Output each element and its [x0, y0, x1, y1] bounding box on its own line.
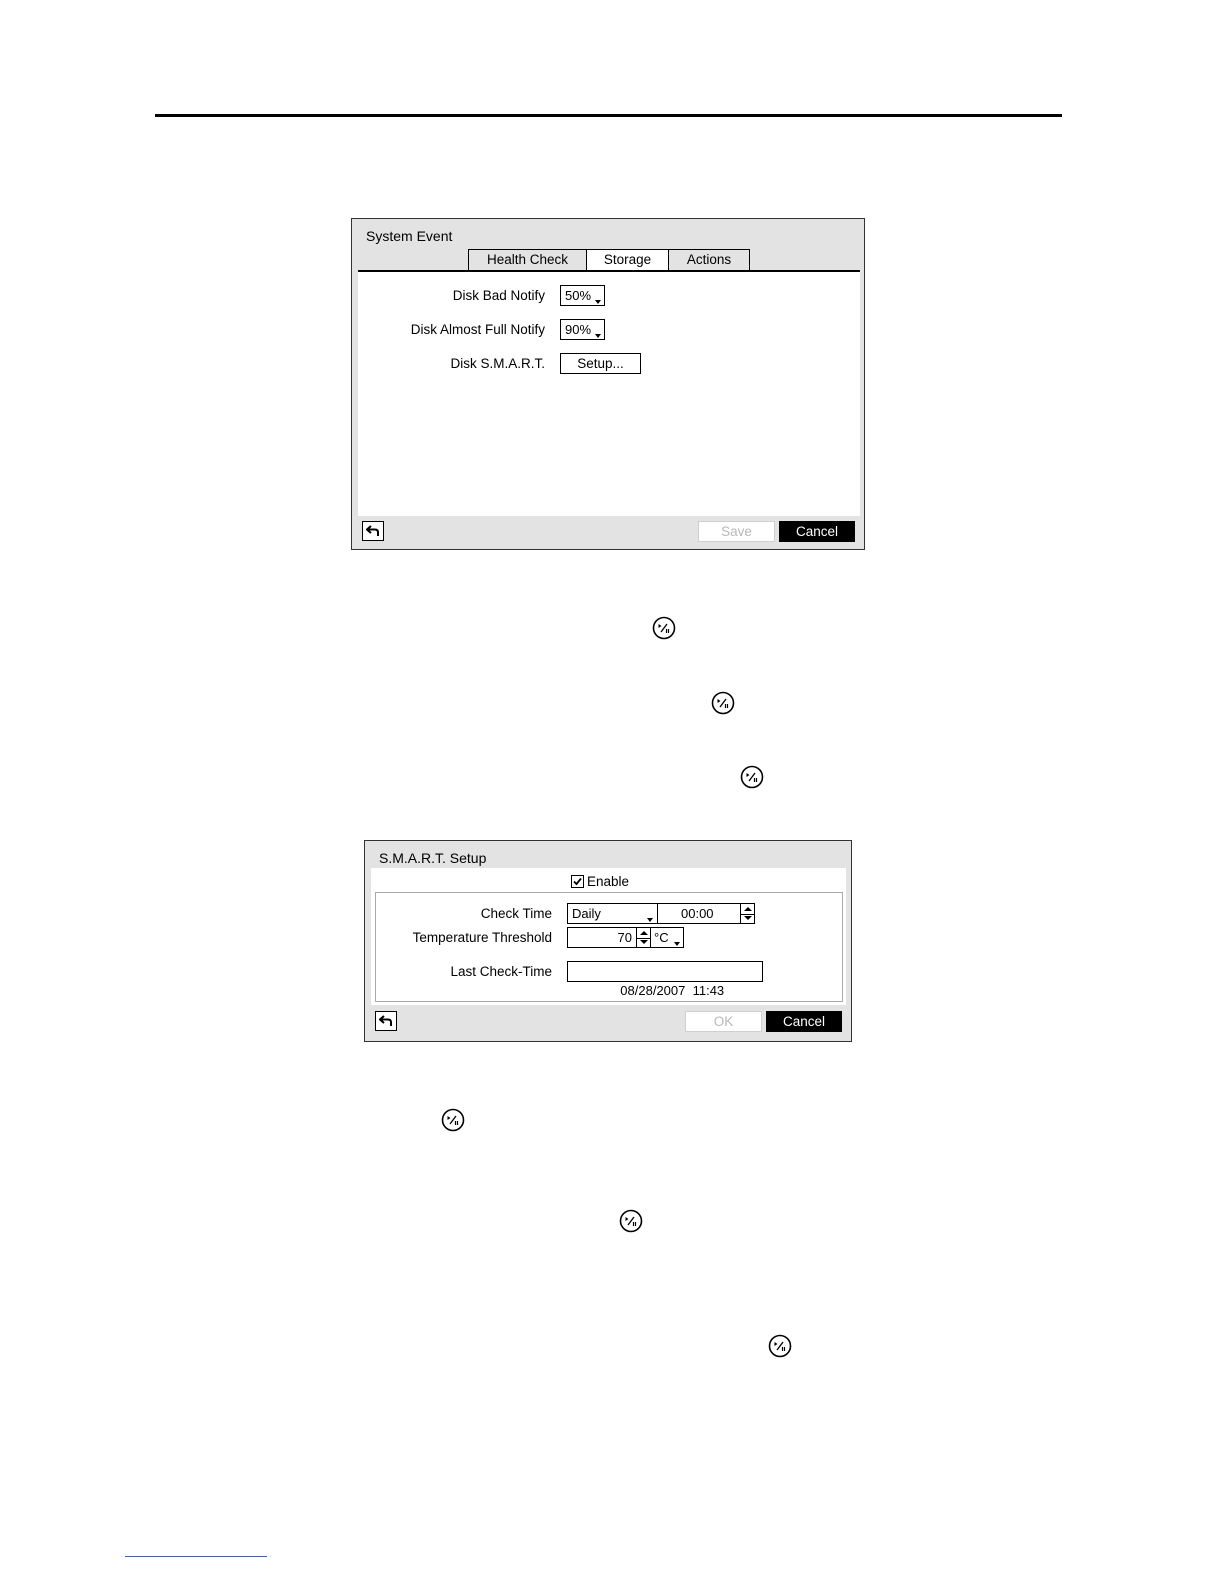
- tab-actions[interactable]: Actions: [668, 249, 750, 271]
- triangle-up-icon: [640, 931, 648, 935]
- footnote-rule: [125, 1556, 267, 1557]
- tab-storage[interactable]: Storage: [586, 249, 669, 272]
- temperature-unit-value: °C: [654, 930, 669, 945]
- enable-label: Enable: [587, 874, 630, 889]
- checkmark-icon: [572, 876, 583, 887]
- disk-smart-label: Disk S.M.A.R.T.: [450, 356, 545, 371]
- chevron-down-icon: [595, 334, 601, 338]
- back-button[interactable]: [375, 1011, 397, 1031]
- smart-setup-button[interactable]: Setup...: [560, 353, 641, 374]
- play-pause-button-icon: [740, 765, 764, 789]
- play-pause-button-icon: [711, 691, 735, 715]
- dialog-title: S.M.A.R.T. Setup: [379, 850, 487, 866]
- last-check-time-text: 08/28/2007 11:43: [620, 983, 725, 998]
- chevron-down-icon: [595, 300, 601, 304]
- return-arrow-icon: [379, 1014, 393, 1028]
- check-time-spinner[interactable]: [740, 904, 754, 923]
- chevron-down-icon: [674, 942, 680, 946]
- last-check-time-label: Last Check-Time: [450, 964, 552, 979]
- back-button[interactable]: [362, 521, 384, 541]
- storage-panel: [358, 272, 860, 516]
- enable-checkbox[interactable]: [571, 875, 584, 888]
- triangle-down-icon: [744, 916, 752, 920]
- spin-down-button[interactable]: [741, 914, 754, 924]
- play-pause-button-icon: [441, 1108, 465, 1132]
- last-check-time-value: [567, 961, 763, 998]
- cancel-button[interactable]: Cancel: [779, 521, 855, 542]
- disk-bad-notify-value: 50%: [565, 288, 592, 303]
- temperature-threshold-value: 70: [617, 930, 632, 945]
- disk-almost-full-notify-value: 90%: [565, 322, 592, 337]
- disk-almost-full-notify-label: Disk Almost Full Notify: [410, 322, 545, 337]
- check-time-period-select[interactable]: [567, 903, 658, 924]
- temperature-unit-select[interactable]: [650, 927, 684, 948]
- triangle-up-icon: [744, 907, 752, 911]
- save-button[interactable]: Save: [698, 521, 775, 542]
- spin-down-button[interactable]: [637, 938, 650, 948]
- system-event-dialog: [351, 218, 865, 550]
- return-arrow-icon: [366, 524, 380, 538]
- dialog-title: System Event: [366, 228, 453, 244]
- chevron-down-icon: [647, 918, 653, 922]
- disk-bad-notify-select[interactable]: [560, 285, 605, 306]
- temperature-threshold-label: Temperature Threshold: [412, 930, 552, 945]
- smart-setup-dialog: [364, 840, 852, 1042]
- check-time-period-value: Daily: [572, 906, 601, 921]
- check-time-input[interactable]: [657, 903, 755, 924]
- temperature-threshold-input[interactable]: [567, 927, 651, 948]
- check-time-label: Check Time: [480, 906, 552, 921]
- disk-bad-notify-label: Disk Bad Notify: [452, 288, 545, 303]
- disk-almost-full-notify-select[interactable]: [560, 319, 605, 340]
- play-pause-button-icon: [768, 1334, 792, 1358]
- tab-health-check[interactable]: Health Check: [468, 249, 587, 271]
- header-rule: [155, 114, 1062, 117]
- play-pause-button-icon: [652, 616, 676, 640]
- ok-button[interactable]: OK: [685, 1011, 762, 1032]
- triangle-down-icon: [640, 940, 648, 944]
- cancel-button[interactable]: Cancel: [766, 1011, 842, 1032]
- play-pause-button-icon: [619, 1209, 643, 1233]
- check-time-value: 00:00: [681, 906, 714, 921]
- temperature-spinner[interactable]: [636, 928, 650, 947]
